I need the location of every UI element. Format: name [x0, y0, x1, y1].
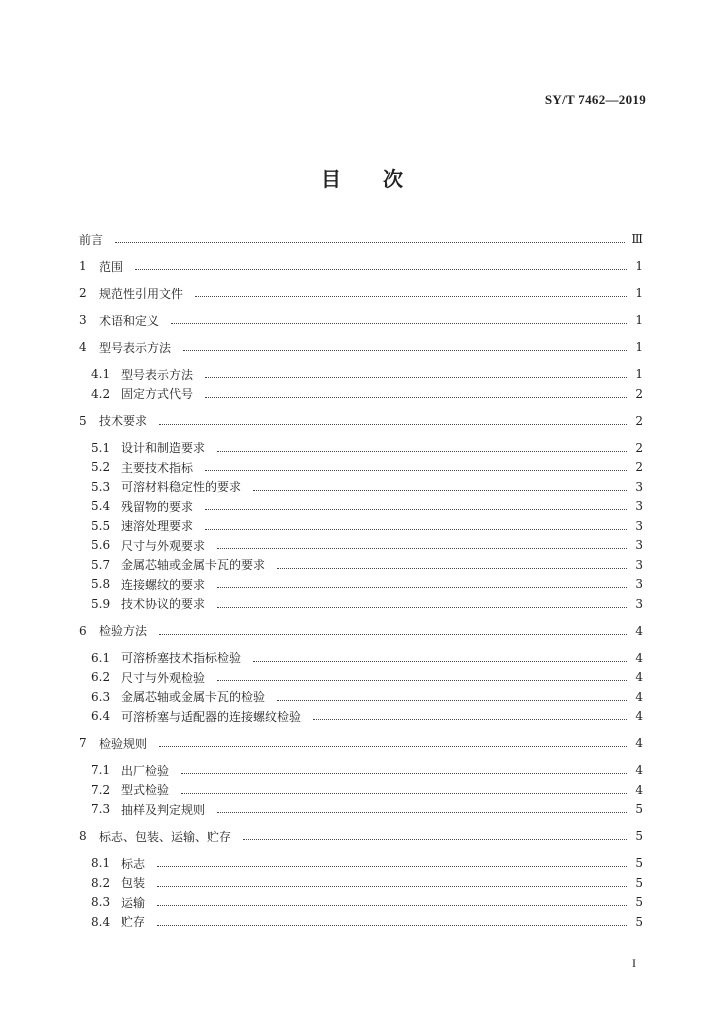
- toc-entry-number: 5.4: [91, 499, 111, 513]
- toc-entry-label: 出厂检验: [121, 763, 170, 778]
- toc-entry[interactable]: [91, 781, 643, 799]
- toc-entry[interactable]: [91, 385, 643, 403]
- toc-entry-page: 4: [635, 689, 643, 704]
- toc-entry-label: 贮存: [121, 915, 146, 929]
- toc-entry-page: 4: [635, 650, 643, 665]
- toc-entry[interactable]: [79, 734, 643, 752]
- title-char-2: 次: [383, 167, 403, 191]
- toc-entry-page: 1: [635, 313, 643, 327]
- toc-dot-leader: [205, 528, 627, 530]
- toc-entry[interactable]: [79, 284, 643, 302]
- toc-entry-page: 5: [635, 802, 643, 816]
- toc-entry-label: 连接螺纹的要求: [121, 577, 206, 592]
- toc-entry[interactable]: [91, 913, 643, 931]
- toc-entry[interactable]: [91, 517, 643, 535]
- toc-entry[interactable]: [79, 827, 643, 845]
- toc-entry[interactable]: [91, 439, 643, 457]
- page-number: I: [632, 956, 636, 970]
- toc-entry-label: 金属芯轴或金属卡瓦的检验: [121, 690, 266, 704]
- toc-entry[interactable]: [79, 338, 643, 356]
- toc-entry-number: 7: [79, 736, 87, 750]
- toc-entry-number: 4.1: [91, 367, 111, 381]
- toc-entry[interactable]: [91, 688, 643, 706]
- toc-entry-label: 技术协议的要求: [121, 597, 206, 611]
- toc-entry-number: 7.2: [91, 782, 111, 797]
- toc-entry-page: 2: [635, 440, 643, 455]
- toc-dot-leader: [159, 633, 627, 635]
- toc-dot-leader: [157, 885, 627, 887]
- toc-entry-number: 5.7: [91, 557, 111, 572]
- toc-entry[interactable]: [91, 595, 643, 613]
- toc-dot-leader: [205, 508, 627, 510]
- toc-entry-label: 规范性引用文件: [99, 286, 184, 301]
- toc-dot-leader: [181, 792, 627, 794]
- toc-dot-leader: [205, 396, 627, 398]
- toc-entry-number: 5.3: [91, 479, 111, 494]
- toc-entry-page: Ⅲ: [631, 232, 643, 246]
- toc-entry-number: 8.1: [91, 856, 111, 870]
- toc-entry[interactable]: [79, 622, 643, 640]
- toc-entry-page: 5: [635, 875, 643, 890]
- toc-entry-label: 尺寸与外观检验: [121, 670, 206, 685]
- toc-dot-leader: [253, 660, 627, 662]
- toc-entry-number: 6.1: [91, 650, 111, 665]
- toc-entry-page: 3: [635, 499, 643, 513]
- toc-entry-page: 1: [635, 367, 643, 381]
- toc-entry-label: 标志: [121, 856, 146, 871]
- standard-code: SY/T 7462—2019: [544, 92, 646, 107]
- toc-dot-leader: [157, 924, 627, 926]
- toc-entry-number: 6.4: [91, 709, 111, 723]
- toc-dot-leader: [135, 268, 627, 270]
- toc-entry-label: 残留物的要求: [121, 499, 194, 514]
- toc-entry-number: 1: [79, 259, 87, 273]
- toc-dot-leader: [217, 606, 627, 608]
- toc-dot-leader: [277, 567, 627, 569]
- toc-dot-leader: [183, 349, 627, 351]
- toc-entry-page: 2: [635, 460, 643, 474]
- toc-entry-label: 可溶桥塞技术指标检验: [121, 651, 242, 665]
- toc-entry-number: 5.2: [91, 460, 111, 474]
- toc-entry-label: 标志、包装、运输、贮存: [99, 829, 232, 844]
- toc-entry[interactable]: [91, 478, 643, 496]
- toc-entry[interactable]: [91, 536, 643, 554]
- toc-dot-leader: [171, 322, 627, 324]
- toc-entry-number: 8.2: [91, 875, 111, 890]
- toc-dot-leader: [157, 865, 627, 867]
- toc-entry-label: 可溶材料稳定性的要求: [121, 480, 242, 494]
- toc-entry-label: 运输: [121, 895, 146, 910]
- toc-entry-number: 6.3: [91, 689, 111, 704]
- toc-entry[interactable]: [91, 893, 643, 911]
- title-char-1: 目: [321, 167, 341, 191]
- toc-entry[interactable]: [79, 311, 643, 329]
- toc-dot-leader: [243, 838, 627, 840]
- toc-dot-leader: [159, 423, 627, 425]
- toc-entry-label: 型号表示方法: [121, 367, 194, 382]
- toc-dot-leader: [115, 241, 625, 243]
- toc-dot-leader: [159, 745, 627, 747]
- toc-entry-number: 5.9: [91, 596, 111, 611]
- toc-dot-leader: [217, 679, 627, 681]
- toc-entry-page: 5: [635, 856, 643, 870]
- toc-entry-page: 4: [635, 709, 643, 723]
- toc-entry[interactable]: [91, 497, 643, 515]
- toc-entry-label: 可溶桥塞与适配器的连接螺纹检验: [121, 709, 302, 724]
- toc-entry-number: 3: [79, 313, 87, 327]
- toc-entry[interactable]: [91, 854, 643, 872]
- toc-entry-page: 4: [635, 763, 643, 777]
- toc-dot-leader: [157, 904, 627, 906]
- toc-entry[interactable]: [91, 800, 643, 818]
- toc-entry-page: 3: [635, 479, 643, 494]
- toc-entry-page: 3: [635, 596, 643, 611]
- toc-dot-leader: [277, 699, 627, 701]
- toc-entry-label: 尺寸与外观要求: [121, 538, 206, 553]
- toc-dot-leader: [253, 489, 627, 491]
- toc-entry-label: 设计和制造要求: [121, 441, 206, 455]
- toc-entry-number: 4: [79, 340, 87, 354]
- toc-entry-number: 7.3: [91, 802, 111, 816]
- toc-dot-leader: [217, 547, 627, 549]
- toc-entry-label: 型号表示方法: [99, 340, 172, 355]
- toc-entry-label: 抽样及判定规则: [121, 802, 206, 817]
- toc-entry-label: 术语和定义: [99, 313, 160, 328]
- toc-entry-number: 5.5: [91, 518, 111, 533]
- toc-entry-page: 1: [635, 286, 643, 300]
- toc-entry-number: 5: [79, 413, 87, 428]
- toc-dot-leader: [313, 718, 627, 720]
- toc-entry-page: 2: [635, 386, 643, 401]
- toc-dot-leader: [195, 295, 627, 297]
- toc-entry-number: 6.2: [91, 670, 111, 684]
- toc-entry-page: 4: [635, 736, 643, 750]
- toc-entry-page: 4: [635, 670, 643, 684]
- toc-entry[interactable]: [91, 874, 643, 892]
- toc-entry-label: 检验方法: [99, 624, 148, 638]
- toc-entry-page: 3: [635, 518, 643, 533]
- toc-entry-label: 前言: [79, 232, 104, 247]
- toc-dot-leader: [217, 811, 627, 813]
- toc-entry-label: 主要技术指标: [121, 460, 194, 475]
- toc-dot-leader: [217, 586, 627, 588]
- toc-entry[interactable]: [91, 556, 643, 574]
- toc-entry-label: 固定方式代号: [121, 387, 194, 401]
- toc-entry-label: 范围: [99, 259, 124, 274]
- page-title: [0, 163, 724, 192]
- toc-entry-number: 5.1: [91, 440, 111, 455]
- toc-dot-leader: [205, 376, 627, 378]
- toc-entry-number: 6: [79, 623, 87, 638]
- toc-dot-leader: [181, 772, 627, 774]
- toc-entry-number: 8.4: [91, 914, 111, 929]
- toc-entry-label: 金属芯轴或金属卡瓦的要求: [121, 558, 266, 572]
- toc-entry-number: 2: [79, 286, 87, 300]
- toc-entry-page: 1: [635, 340, 643, 354]
- toc-entry-page: 5: [635, 895, 643, 909]
- toc-entry-page: 5: [635, 829, 643, 843]
- toc-entry-page: 4: [635, 782, 643, 797]
- toc-entry[interactable]: [91, 668, 643, 686]
- toc-entry-page: 3: [635, 557, 643, 572]
- toc-dot-leader: [205, 469, 627, 471]
- toc-entry[interactable]: [79, 412, 643, 430]
- toc-entry[interactable]: [91, 761, 643, 779]
- toc-entry-page: 3: [635, 577, 643, 591]
- toc-entry[interactable]: [91, 458, 643, 476]
- toc-entry-number: 5.8: [91, 577, 111, 591]
- toc-entry-label: 技术要求: [99, 414, 148, 428]
- toc-dot-leader: [217, 450, 627, 452]
- toc-entry-number: 5.6: [91, 538, 111, 552]
- toc-entry-number: 7.1: [91, 763, 111, 777]
- toc-entry[interactable]: [79, 257, 643, 275]
- toc-entry[interactable]: [79, 230, 643, 248]
- toc-entry-label: 速溶处理要求: [121, 519, 194, 533]
- toc-entry-number: 8.3: [91, 895, 111, 909]
- toc-entry-number: 4.2: [91, 386, 111, 401]
- toc-entry-label: 型式检验: [121, 783, 170, 797]
- toc-entry-label: 包装: [121, 876, 146, 890]
- toc-entry[interactable]: [91, 365, 643, 383]
- toc-entry-page: 3: [635, 538, 643, 552]
- toc-entry-page: 4: [635, 623, 643, 638]
- toc-entry-page: 1: [635, 259, 643, 273]
- toc-entry-number: 8: [79, 829, 87, 843]
- toc-entry-page: 2: [635, 413, 643, 428]
- toc-entry-label: 检验规则: [99, 736, 148, 751]
- toc-entry-page: 5: [635, 914, 643, 929]
- toc-entry[interactable]: [91, 707, 643, 725]
- toc-entry[interactable]: [91, 575, 643, 593]
- toc-entry[interactable]: [91, 649, 643, 667]
